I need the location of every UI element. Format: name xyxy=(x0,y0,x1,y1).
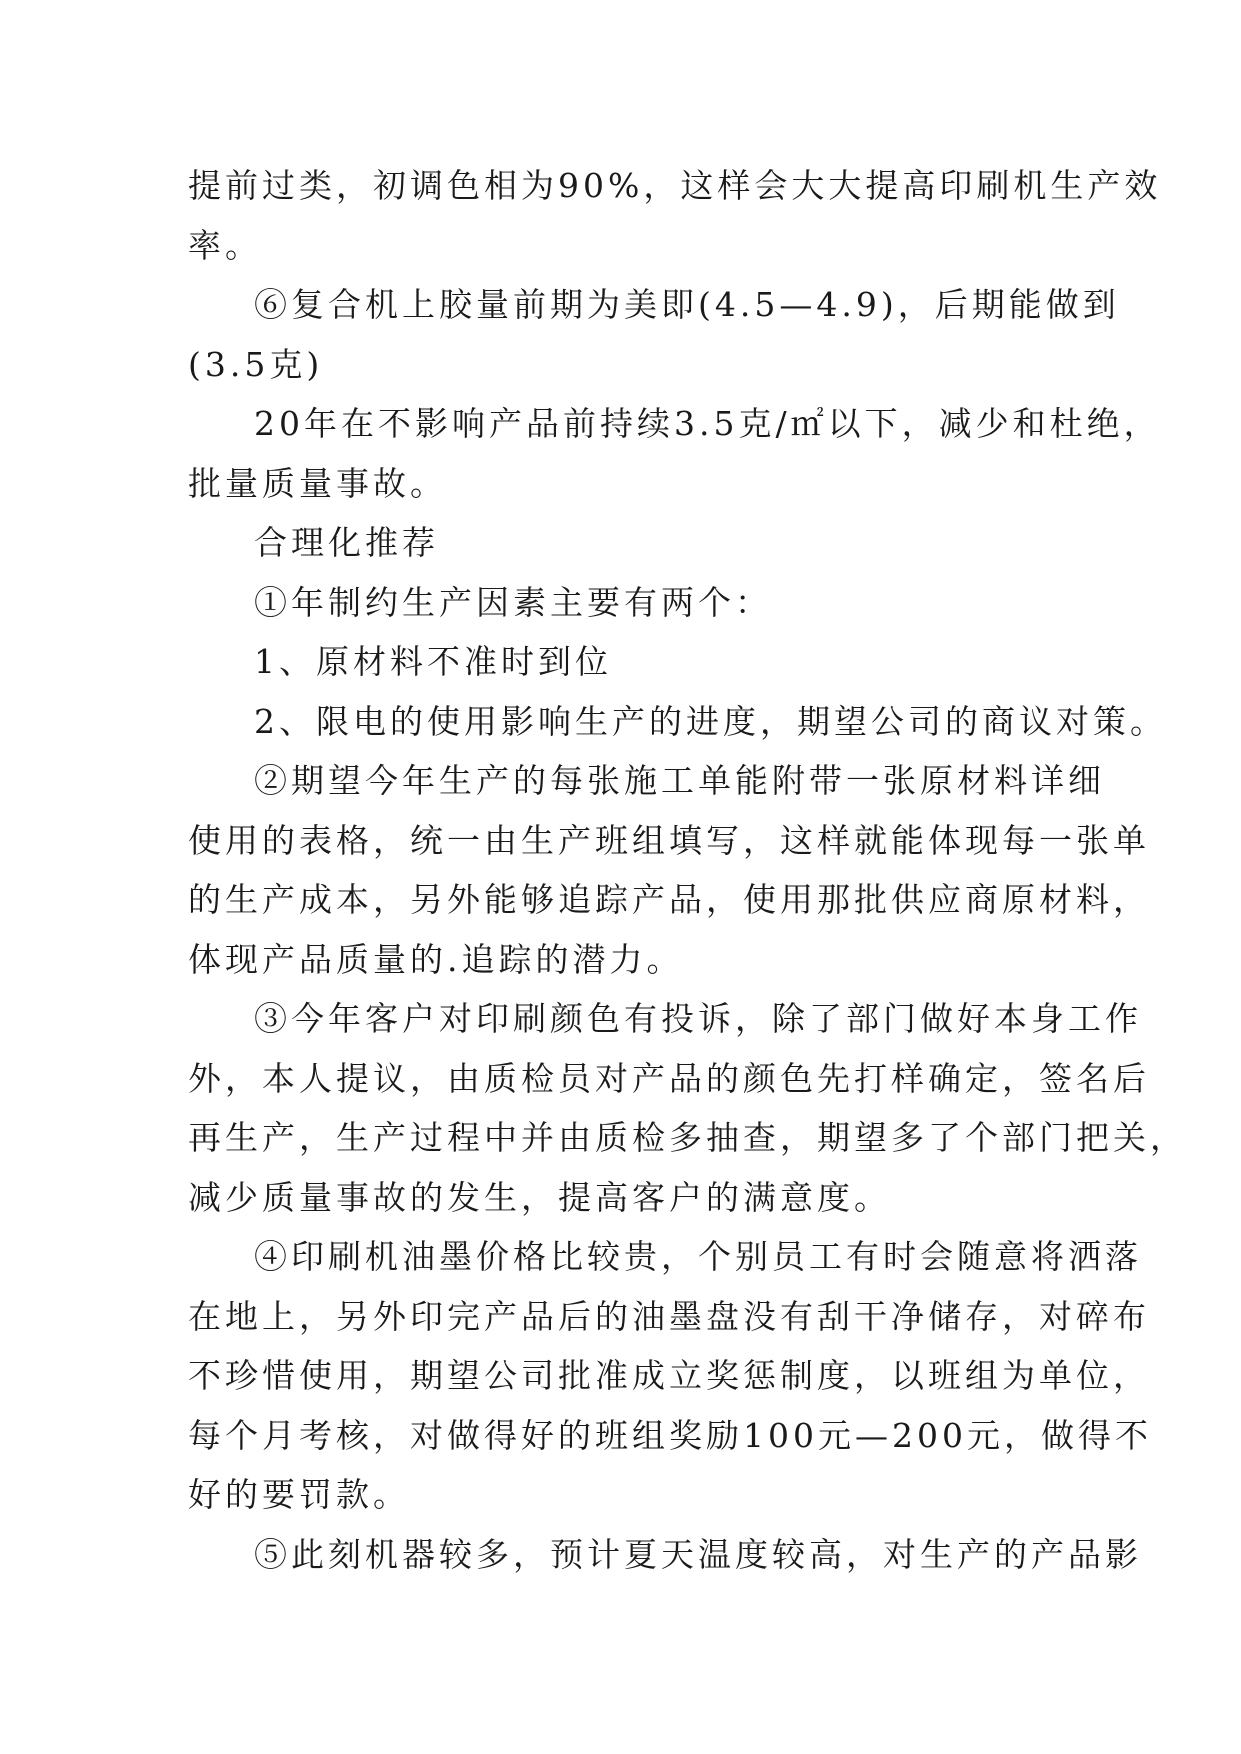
text-line: 再生产，生产过程中并由质检多抽查，期望多了个部门把关， xyxy=(188,1118,1187,1157)
text-line: ④印刷机油墨价格比较贵，个别员工有时会随意将洒落 xyxy=(254,1237,1142,1276)
text-line: ③今年客户对印刷颜色有投诉，除了部门做好本身工作 xyxy=(254,999,1142,1038)
text-line: 每个月考核，对做得好的班组奖励100元—200元，做得不 xyxy=(188,1415,1152,1455)
text-line: 2、限电的使用影响生产的进度，期望公司的商议对策。 xyxy=(254,701,1167,741)
text-line: 20年在不影响产品前持续3.5克/㎡以下，减少和杜绝， xyxy=(254,404,1161,443)
text-line: 在地上，另外印完产品后的油墨盘没有刮干净储存，对碎布 xyxy=(188,1296,1150,1336)
text-line: ①年制约生产因素主要有两个： xyxy=(254,582,772,622)
text-line: 的生产成本，另外能够追踪产品，使用那批供应商原材料， xyxy=(188,880,1150,919)
text-line: 提前过类，初调色相为90%，这样会大大提高印刷机生产效 xyxy=(188,166,1162,205)
text-line: 不珍惜使用，期望公司批准成立奖惩制度，以班组为单位， xyxy=(188,1356,1150,1395)
text-line: 批量质量事故。 xyxy=(188,463,447,503)
text-line: ②期望今年生产的每张施工单能附带一张原材料详细 xyxy=(254,761,1105,800)
text-line: 率。 xyxy=(188,225,262,265)
text-line: (3.5克) xyxy=(188,344,324,384)
text-line: ⑥复合机上胶量前期为美即(4.5—4.9)，后期能做到 xyxy=(254,285,1120,324)
text-line: 减少质量事故的发生，提高客户的满意度。 xyxy=(188,1177,891,1217)
text-line: 使用的表格，统一由生产班组填写，这样就能体现每一张单 xyxy=(188,820,1150,860)
document-body xyxy=(188,156,1187,1584)
text-line: 1、原材料不准时到位 xyxy=(254,642,612,681)
text-line: 外，本人提议，由质检员对产品的颜色先打样确定，签名后 xyxy=(188,1058,1150,1098)
text-line: ⑤此刻机器较多，预计夏天温度较高，对生产的产品影 xyxy=(254,1534,1142,1574)
text-line: 体现产品质量的.追踪的潜力。 xyxy=(188,939,684,979)
section-heading: 合理化推荐 xyxy=(254,523,439,562)
text-line: 好的要罚款。 xyxy=(188,1475,410,1514)
